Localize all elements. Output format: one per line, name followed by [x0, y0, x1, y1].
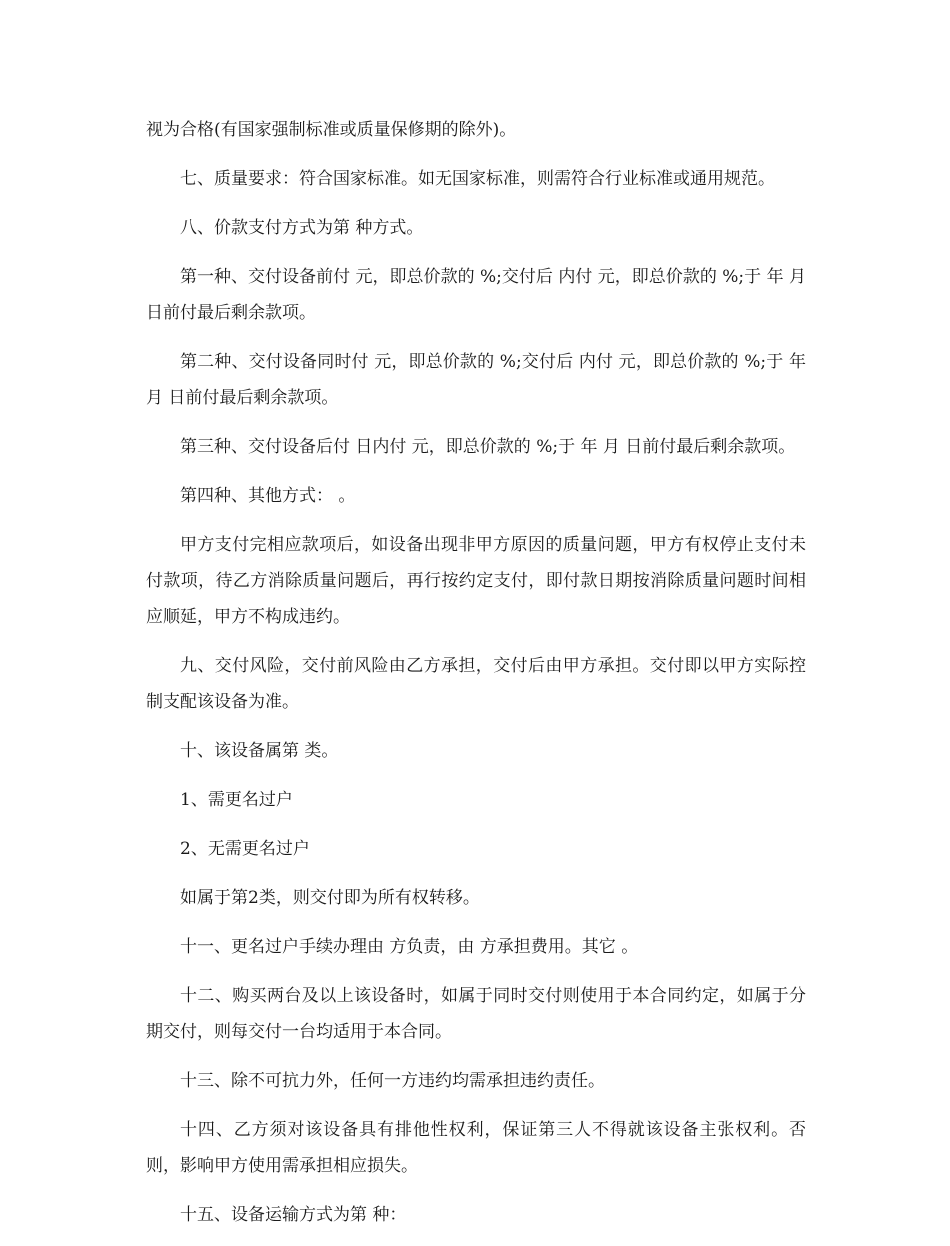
paragraph: 第四种、其他方式： 。 — [180, 486, 356, 506]
paragraph: 七、质量要求：符合国家标准。如无国家标准，则需符合行业标准或通用规范。 — [180, 169, 775, 189]
paragraph: 第三种、交付设备后付 日内付 元，即总价款的 %;于 年 月 日前付最后剩余款项。 — [180, 437, 796, 457]
paragraph: 十二、购买两台及以上该设备时，如属于同时交付则使用于本合同约定，如属于分期交付，则每交付一台均适用于本合同。 — [146, 986, 806, 1042]
paragraph: 第二种、交付设备同时付 元，即总价款的 %;交付后 内付 元，即总价款的 %;于 年 月 日前付最后剩余款项。 — [146, 352, 806, 408]
paragraph: 如属于第2类，则交付即为所有权转移。 — [180, 888, 480, 908]
paragraph: 十三、除不可抗力外，任何一方违约均需承担违约责任。 — [180, 1071, 605, 1091]
document-body — [146, 112, 806, 1246]
paragraph: 甲方支付完相应款项后，如设备出现非甲方原因的质量问题，甲方有权停止支付未付款项，待乙方消除质量问题后，再行按约定支付，即付款日期按消除质量问题时间相应顺延，甲方不构成违约。 — [146, 535, 806, 627]
paragraph: 十四、乙方须对该设备具有排他性权利，保证第三人不得就该设备主张权利。否则，影响甲方使用需承担相应损失。 — [146, 1120, 806, 1176]
paragraph: 1、需更名过户 — [180, 790, 293, 810]
paragraph: 十五、设备运输方式为第 种： — [180, 1205, 407, 1225]
paragraph: 八、价款支付方式为第 种方式。 — [180, 218, 424, 238]
paragraph: 九、交付风险，交付前风险由乙方承担，交付后由甲方承担。交付即以甲方实际控制支配该设备为准。 — [146, 656, 806, 712]
paragraph: 视为合格(有国家强制标准或质量保修期的除外)。 — [146, 120, 517, 140]
paragraph: 十一、更名过户手续办理由 方负责，由 方承担费用。其它 。 — [180, 937, 639, 957]
paragraph: 2、无需更名过户 — [180, 839, 310, 859]
paragraph: 十、该设备属第 类。 — [180, 741, 339, 761]
paragraph: 第一种、交付设备前付 元，即总价款的 %;交付后 内付 元，即总价款的 %;于 年 月 日前付最后剩余款项。 — [146, 267, 806, 323]
